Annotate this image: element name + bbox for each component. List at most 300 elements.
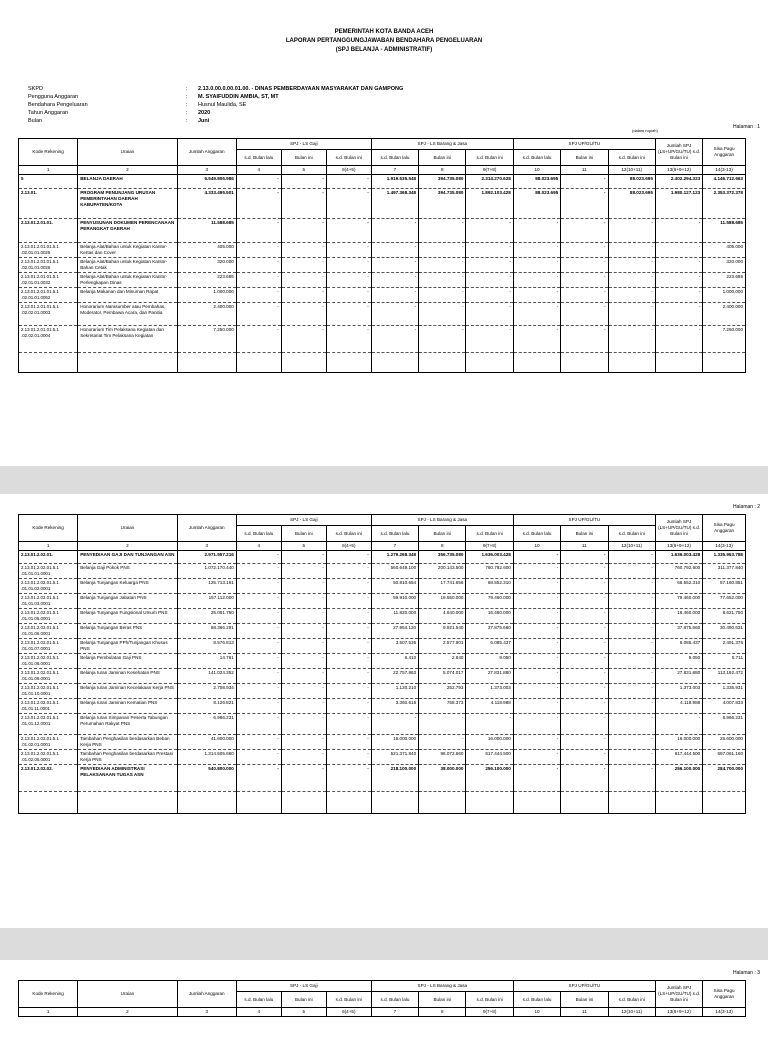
cell-amount: 41.600.000: [177, 735, 236, 750]
cell-amount: 88.023.695: [513, 175, 560, 189]
col-sd-bulan-lalu: s.d. Bulan lalu: [371, 526, 418, 542]
cell-empty: [371, 353, 418, 373]
cell-amount: -: [419, 243, 466, 258]
cell-amount: -: [281, 288, 326, 303]
cell-amount: -: [281, 175, 326, 189]
cell-amount: -: [608, 609, 655, 624]
col-uraian: Uraian: [78, 139, 177, 166]
col-number: 8: [419, 542, 466, 551]
cell-amount: -: [513, 219, 560, 243]
cell-amount: -: [513, 639, 560, 654]
table-row: [19, 684, 746, 699]
cell-amount: -: [236, 219, 281, 243]
cell-amount: -: [281, 258, 326, 273]
col-number: 6(4+5): [326, 1008, 371, 1017]
cell-uraian: Belanja Tunjangan Keluarga PNS: [78, 579, 177, 594]
cell-amount: -: [281, 699, 326, 714]
cell-amount: 1.000.000: [703, 288, 746, 303]
cell-amount: -: [513, 579, 560, 594]
col-kode-rekening: Kode Rekening: [19, 515, 78, 542]
col-number: 3: [177, 542, 236, 551]
cell-empty: [19, 792, 78, 814]
cell-amount: -: [561, 735, 608, 750]
cell-amount: 68.552.310: [655, 579, 702, 594]
cell-amount: -: [466, 273, 513, 288]
table-row-empty: [19, 353, 746, 373]
cell-amount: -: [281, 624, 326, 639]
cell-amount: 1.980.127.123: [655, 189, 702, 219]
col-sd-bulan-ini: s.d. Bulan ini: [326, 526, 371, 542]
cell-amount: 16.460.000: [466, 609, 513, 624]
cell-amount: -: [281, 714, 326, 735]
cell-amount: 30.490.631: [703, 624, 746, 639]
col-bulan-ini: Bulan ini: [419, 150, 466, 166]
cell-amount: -: [513, 624, 560, 639]
cell-amount: 617.444.500: [655, 750, 702, 765]
col-sisa-pagu: Sisa Pagu Anggaran: [703, 981, 746, 1008]
cell-amount: -: [561, 258, 608, 273]
cell-kode-rekening: 5: [19, 175, 78, 189]
cell-amount: -: [419, 258, 466, 273]
cell-amount: -: [371, 273, 418, 288]
report-page-2: [0, 494, 768, 928]
cell-empty: [326, 792, 371, 814]
cell-amount: 560.649.100: [371, 564, 418, 579]
col-bulan-ini: Bulan ini: [281, 150, 326, 166]
col-sd-bulan-lalu: s.d. Bulan lalu: [236, 150, 281, 166]
cell-amount: -: [608, 551, 655, 564]
col-group-ls-gaji: SPJ - LS Gaji: [236, 139, 371, 150]
cell-empty: [177, 353, 236, 373]
cell-amount: 6.085.437: [466, 639, 513, 654]
cell-amount: -: [608, 594, 655, 609]
cell-empty: [655, 353, 702, 373]
spj-table: [18, 980, 746, 1017]
page-number: Halaman : 2: [733, 504, 760, 510]
cell-amount: 27.954.120: [371, 624, 418, 639]
table-row: [19, 654, 746, 669]
cell-amount: -: [466, 288, 513, 303]
cell-amount: -: [236, 326, 281, 353]
cell-amount: -: [561, 564, 608, 579]
cell-amount: -: [236, 609, 281, 624]
col-number: 4: [236, 542, 281, 551]
cell-empty: [466, 353, 513, 373]
cell-amount: -: [513, 273, 560, 288]
cell-amount: -: [281, 273, 326, 288]
cell-kode-rekening: 2.13.01.2.02.01.5.1 .01.01.01.0001: [19, 564, 78, 579]
cell-amount: 6.085.437: [655, 639, 702, 654]
cell-amount: 4.007.833: [703, 699, 746, 714]
cell-amount: -: [655, 273, 702, 288]
cell-amount: -: [326, 654, 371, 669]
cell-amount: 3.360.615: [371, 699, 418, 714]
cell-amount: -: [371, 219, 418, 243]
cell-empty: [561, 353, 608, 373]
cell-amount: -: [513, 594, 560, 609]
cell-empty: [703, 353, 746, 373]
cell-amount: 59.910.000: [371, 594, 418, 609]
meta-label: Bulan: [28, 118, 43, 124]
table-row: [19, 288, 746, 303]
cell-uraian: Tambahan Penghasilan berdasarkan Beban Kerja PNS: [78, 735, 177, 750]
col-group-ls-barang-jasa: SPJ - LS Barang & Jasa: [371, 981, 513, 992]
meta-colon: :: [186, 110, 188, 116]
cell-amount: -: [326, 288, 371, 303]
cell-amount: -: [281, 594, 326, 609]
table-row: [19, 594, 746, 609]
cell-amount: -: [466, 714, 513, 735]
cell-amount: -: [236, 765, 281, 792]
table-row: [19, 258, 746, 273]
cell-uraian: Belanja Iuran Jaminan Kesehatan PNS: [78, 669, 177, 684]
table-row-empty: [19, 792, 746, 814]
cell-uraian: Belanja Iuran Simpanan Peserta Tabungan Perumahan Rakyat PNS: [78, 714, 177, 735]
cell-amount: 405.000: [177, 243, 236, 258]
cell-amount: -: [655, 326, 702, 353]
cell-uraian: Belanja Gaji Pokok PNS: [78, 564, 177, 579]
cell-amount: -: [281, 654, 326, 669]
table-row: [19, 750, 746, 765]
cell-uraian: Belanja Makanan dan Minuman Rapat: [78, 288, 177, 303]
cell-kode-rekening: 2.13.01.2.01.01.5.1 .02.01.01.0025: [19, 243, 78, 258]
col-number: 7: [371, 1008, 418, 1017]
cell-amount: 2.353.372.378: [703, 189, 746, 219]
cell-amount: 50.810.654: [371, 579, 418, 594]
cell-kode-rekening: 2.13.01.2.02.01.5.1 .01.02.05.0001: [19, 750, 78, 765]
col-group-ls-gaji: SPJ - LS Gaji: [236, 515, 371, 526]
table-row: [19, 735, 746, 750]
cell-kode-rekening: 2.13.01.2.02.01.5.1 .01.02.01.0001: [19, 735, 78, 750]
cell-empty: [281, 353, 326, 373]
cell-kode-rekening: 2.13.01.2.02.02.: [19, 765, 78, 792]
cell-amount: -: [513, 564, 560, 579]
cell-amount: -: [371, 326, 418, 353]
report-header: [0, 0, 768, 55]
cell-amount: 540.800.000: [177, 765, 236, 792]
cell-amount: 405.000: [703, 243, 746, 258]
cell-kode-rekening: 2.13.01.2.02.01.5.1 .01.01.02.0001: [19, 579, 78, 594]
cell-amount: 5.711: [703, 654, 746, 669]
cell-amount: -: [236, 189, 281, 219]
cell-amount: 2.402.294.323: [655, 175, 702, 189]
cell-amount: -: [419, 714, 466, 735]
cell-amount: 1.120.210: [371, 684, 418, 699]
meta-row: [28, 85, 403, 93]
meta-value: Juni: [198, 118, 210, 124]
col-number: 2: [78, 166, 177, 175]
cell-amount: -: [655, 219, 702, 243]
cell-amount: 2.400.000: [703, 303, 746, 326]
cell-amount: 8.126.821: [177, 699, 236, 714]
col-number: 13(6+9+12): [655, 542, 702, 551]
cell-amount: -: [466, 258, 513, 273]
cell-amount: -: [236, 175, 281, 189]
col-number: 1: [19, 542, 78, 551]
cell-uraian: Belanja Tunjangan Jabatan PNS: [78, 594, 177, 609]
cell-amount: -: [466, 303, 513, 326]
cell-kode-rekening: 2.13.01.: [19, 189, 78, 219]
meta-colon: :: [186, 102, 188, 108]
table-row: [19, 669, 746, 684]
cell-amount: -: [326, 714, 371, 735]
cell-amount: -: [608, 288, 655, 303]
col-number: 1: [19, 1008, 78, 1017]
meta-colon: :: [186, 86, 188, 92]
meta-row: [28, 109, 403, 117]
cell-amount: 697.061.160: [703, 750, 746, 765]
cell-kode-rekening: 2.13.01.2.01.01.5.1 .02.01.01.0026: [19, 258, 78, 273]
cell-amount: -: [326, 219, 371, 243]
cell-amount: -: [236, 594, 281, 609]
cell-amount: -: [236, 624, 281, 639]
table-row: [19, 326, 746, 353]
cell-amount: -: [561, 219, 608, 243]
col-bulan-ini: Bulan ini: [419, 992, 466, 1008]
col-jumlah-spj: Jumlah SPJ (LS+UP/GU/TU) s.d. Bulan ini: [655, 515, 702, 542]
cell-uraian: Belanja Tunjangan PPh/Tunjangan Khusus PNS: [78, 639, 177, 654]
cell-amount: -: [371, 288, 418, 303]
col-uraian: Uraian: [78, 515, 177, 542]
col-number: 11: [561, 166, 608, 175]
cell-amount: 16.000.000: [371, 735, 418, 750]
cell-amount: -: [281, 243, 326, 258]
col-number: 9(7+8): [466, 542, 513, 551]
cell-amount: 223.685: [177, 273, 236, 288]
col-number: 12(10+11): [608, 1008, 655, 1017]
table-row: [19, 243, 746, 258]
report-title-3: (SPJ BELANJA - ADMINISTRATIF): [335, 47, 433, 53]
cell-amount: 394.735.080: [419, 189, 466, 219]
cell-amount: 8.621.750: [703, 609, 746, 624]
col-group-ls-barang-jasa: SPJ - LS Barang & Jasa: [371, 515, 513, 526]
cell-amount: -: [236, 639, 281, 654]
cell-amount: 758.373: [419, 699, 466, 714]
cell-amount: 6.966.231: [703, 714, 746, 735]
cell-empty: [326, 353, 371, 373]
cell-amount: -: [513, 243, 560, 258]
cell-amount: -: [513, 551, 560, 564]
cell-uraian: Belanja Iuran Jaminan Kematian PNS: [78, 699, 177, 714]
cell-uraian: Belanja Pembulatan Gaji PNS: [78, 654, 177, 669]
col-sd-bulan-lalu: s.d. Bulan lalu: [513, 992, 560, 1008]
cell-amount: 68.552.310: [466, 579, 513, 594]
cell-amount: -: [281, 303, 326, 326]
cell-amount: -: [608, 326, 655, 353]
cell-amount: 6.410: [371, 654, 418, 669]
cell-amount: -: [513, 735, 560, 750]
cell-amount: -: [561, 669, 608, 684]
cell-amount: 218.100.000: [371, 765, 418, 792]
table-row: [19, 175, 746, 189]
table-row: [19, 564, 746, 579]
cell-amount: 7.250.000: [177, 326, 236, 353]
cell-amount: 88.023.695: [608, 189, 655, 219]
cell-amount: -: [466, 219, 513, 243]
cell-amount: -: [281, 551, 326, 564]
meta-label: Bendahara Pengeluaran: [28, 102, 88, 108]
cell-amount: 320.000: [177, 258, 236, 273]
cell-amount: -: [326, 750, 371, 765]
meta-row: [28, 93, 403, 101]
col-sd-bulan-ini: s.d. Bulan ini: [326, 150, 371, 166]
cell-amount: -: [326, 175, 371, 189]
cell-empty: [281, 792, 326, 814]
col-sd-bulan-lalu: s.d. Bulan lalu: [371, 992, 418, 1008]
cell-amount: -: [608, 654, 655, 669]
cell-amount: 9.921.540: [419, 624, 466, 639]
cell-kode-rekening: 2.13.01.2.02.01.5.1 .01.01.12.0001: [19, 714, 78, 735]
report-meta: [28, 85, 403, 125]
cell-amount: 125.713.161: [177, 579, 236, 594]
col-number: 6(4+5): [326, 542, 371, 551]
col-bulan-ini: Bulan ini: [561, 526, 608, 542]
col-number: 5: [281, 1008, 326, 1017]
col-bulan-ini: Bulan ini: [561, 150, 608, 166]
cell-amount: -: [561, 609, 608, 624]
cell-amount: 1.072.170.440: [177, 564, 236, 579]
cell-amount: -: [326, 639, 371, 654]
cell-uraian: Belanja Alat/Bahan untuk Kegiatan Kantor- Bahan Cetak: [78, 258, 177, 273]
cell-amount: -: [326, 594, 371, 609]
cell-amount: 141.024.352: [177, 669, 236, 684]
cell-amount: -: [561, 654, 608, 669]
cell-amount: -: [419, 735, 466, 750]
cell-amount: 1.636.003.428: [466, 551, 513, 564]
col-number: 7: [371, 166, 418, 175]
cell-uraian: Belanja Iuran Jaminan Kecelakaan Kerja PNS: [78, 684, 177, 699]
cell-amount: -: [236, 551, 281, 564]
cell-amount: -: [561, 273, 608, 288]
cell-amount: -: [326, 243, 371, 258]
col-sd-bulan-lalu: s.d. Bulan lalu: [513, 150, 560, 166]
cell-amount: 22.757.863: [371, 669, 418, 684]
cell-amount: 37.875.660: [466, 624, 513, 639]
cell-uraian: Belanja Tunjangan Fungsional Umum PNS: [78, 609, 177, 624]
cell-amount: -: [236, 750, 281, 765]
cell-amount: -: [281, 609, 326, 624]
meta-colon: :: [186, 118, 188, 124]
cell-uraian: Belanja Tunjangan Beras PNS: [78, 624, 177, 639]
cell-amount: -: [281, 219, 326, 243]
cell-amount: 4.118.988: [655, 699, 702, 714]
cell-empty: [655, 792, 702, 814]
cell-amount: 223.685: [703, 273, 746, 288]
col-number: 5: [281, 166, 326, 175]
cell-amount: -: [655, 288, 702, 303]
cell-amount: -: [236, 654, 281, 669]
cell-amount: 16.000.000: [655, 735, 702, 750]
cell-amount: -: [608, 219, 655, 243]
table-row: [19, 189, 746, 219]
cell-kode-rekening: 2.13.01.2.01.01.5.1 .02.01.01.0052: [19, 288, 78, 303]
col-number: 7: [371, 542, 418, 551]
cell-amount: 1.919.535.548: [371, 175, 418, 189]
col-sisa-pagu: Sisa Pagu Anggaran: [703, 139, 746, 166]
cell-amount: -: [281, 639, 326, 654]
cell-amount: -: [236, 714, 281, 735]
cell-amount: -: [513, 714, 560, 735]
cell-amount: 256.100.000: [466, 765, 513, 792]
col-jumlah-anggaran: Jumlah Anggaran: [177, 515, 236, 542]
cell-amount: -: [608, 564, 655, 579]
cell-amount: -: [608, 579, 655, 594]
meta-value: Husnul Maulida, SE: [198, 102, 247, 108]
cell-amount: -: [326, 684, 371, 699]
cell-amount: 2.971.957.216: [177, 551, 236, 564]
col-kode-rekening: Kode Rekening: [19, 981, 78, 1008]
col-number: 14(3-13): [703, 542, 746, 551]
cell-amount: -: [561, 714, 608, 735]
table-row: [19, 699, 746, 714]
cell-empty: [236, 792, 281, 814]
table-row: [19, 624, 746, 639]
cell-amount: -: [326, 551, 371, 564]
cell-amount: -: [236, 735, 281, 750]
cell-amount: -: [281, 750, 326, 765]
cell-amount: -: [281, 579, 326, 594]
cell-uraian: BELANJA DAERAH: [78, 175, 177, 189]
cell-amount: -: [236, 258, 281, 273]
cell-empty: [78, 792, 177, 814]
cell-amount: 6.549.806.986: [177, 175, 236, 189]
cell-kode-rekening: 2.13.01.2.02.01.5.1 .01.01.11.0001: [19, 699, 78, 714]
cell-amount: 16.000.000: [466, 735, 513, 750]
cell-amount: -: [513, 609, 560, 624]
meta-value: 2020: [198, 110, 211, 116]
cell-kode-rekening: 2.13.01.2.02.01.5.1 .01.01.07.0001: [19, 639, 78, 654]
cell-kode-rekening: 2.13.01.2.01.01.5.1 .02.02.01.0004: [19, 326, 78, 353]
cell-kode-rekening: 2.13.01.2.02.01.5.1 .01.01.06.0001: [19, 624, 78, 639]
cell-amount: -: [236, 669, 281, 684]
cell-amount: 77.652.000: [703, 594, 746, 609]
cell-amount: -: [561, 750, 608, 765]
cell-amount: -: [326, 564, 371, 579]
col-sd-bulan-lalu: s.d. Bulan lalu: [371, 150, 418, 166]
meta-value: M. SYAIFUDDIN AMBIA, ST, MT: [198, 94, 279, 100]
cell-empty: [703, 792, 746, 814]
col-number: 11: [561, 542, 608, 551]
cell-amount: 6.966.231: [177, 714, 236, 735]
cell-amount: 16.460.000: [655, 609, 702, 624]
cell-amount: -: [236, 288, 281, 303]
cell-empty: [513, 792, 560, 814]
cell-amount: -: [608, 639, 655, 654]
cell-amount: -: [608, 258, 655, 273]
cell-amount: -: [561, 326, 608, 353]
cell-amount: 200.143.500: [419, 564, 466, 579]
table-row: [19, 639, 746, 654]
col-sd-bulan-ini: s.d. Bulan ini: [608, 992, 655, 1008]
cell-amount: -: [466, 326, 513, 353]
cell-amount: 4.333.495.501: [177, 189, 236, 219]
col-jumlah-spj: Jumlah SPJ (LS+UP/GU/TU) s.d. Bulan ini: [655, 981, 702, 1008]
cell-empty: [177, 792, 236, 814]
cell-kode-rekening: 2.13.01.2.01.01.: [19, 219, 78, 243]
cell-kode-rekening: 2.13.01.2.02.01.: [19, 551, 78, 564]
cell-kode-rekening: 2.13.01.2.02.01.5.1 .01.01.08.0001: [19, 654, 78, 669]
col-sd-bulan-ini: s.d. Bulan ini: [466, 992, 513, 1008]
cell-empty: [19, 353, 78, 373]
cell-amount: 7.250.000: [703, 326, 746, 353]
col-sd-bulan-lalu: s.d. Bulan lalu: [236, 992, 281, 1008]
cell-amount: 2.708.934: [177, 684, 236, 699]
cell-amount: -: [608, 750, 655, 765]
cell-amount: -: [513, 654, 560, 669]
cell-amount: -: [326, 303, 371, 326]
cell-amount: 2.400.000: [177, 303, 236, 326]
unit-note: (dalam rupiah): [632, 128, 658, 133]
